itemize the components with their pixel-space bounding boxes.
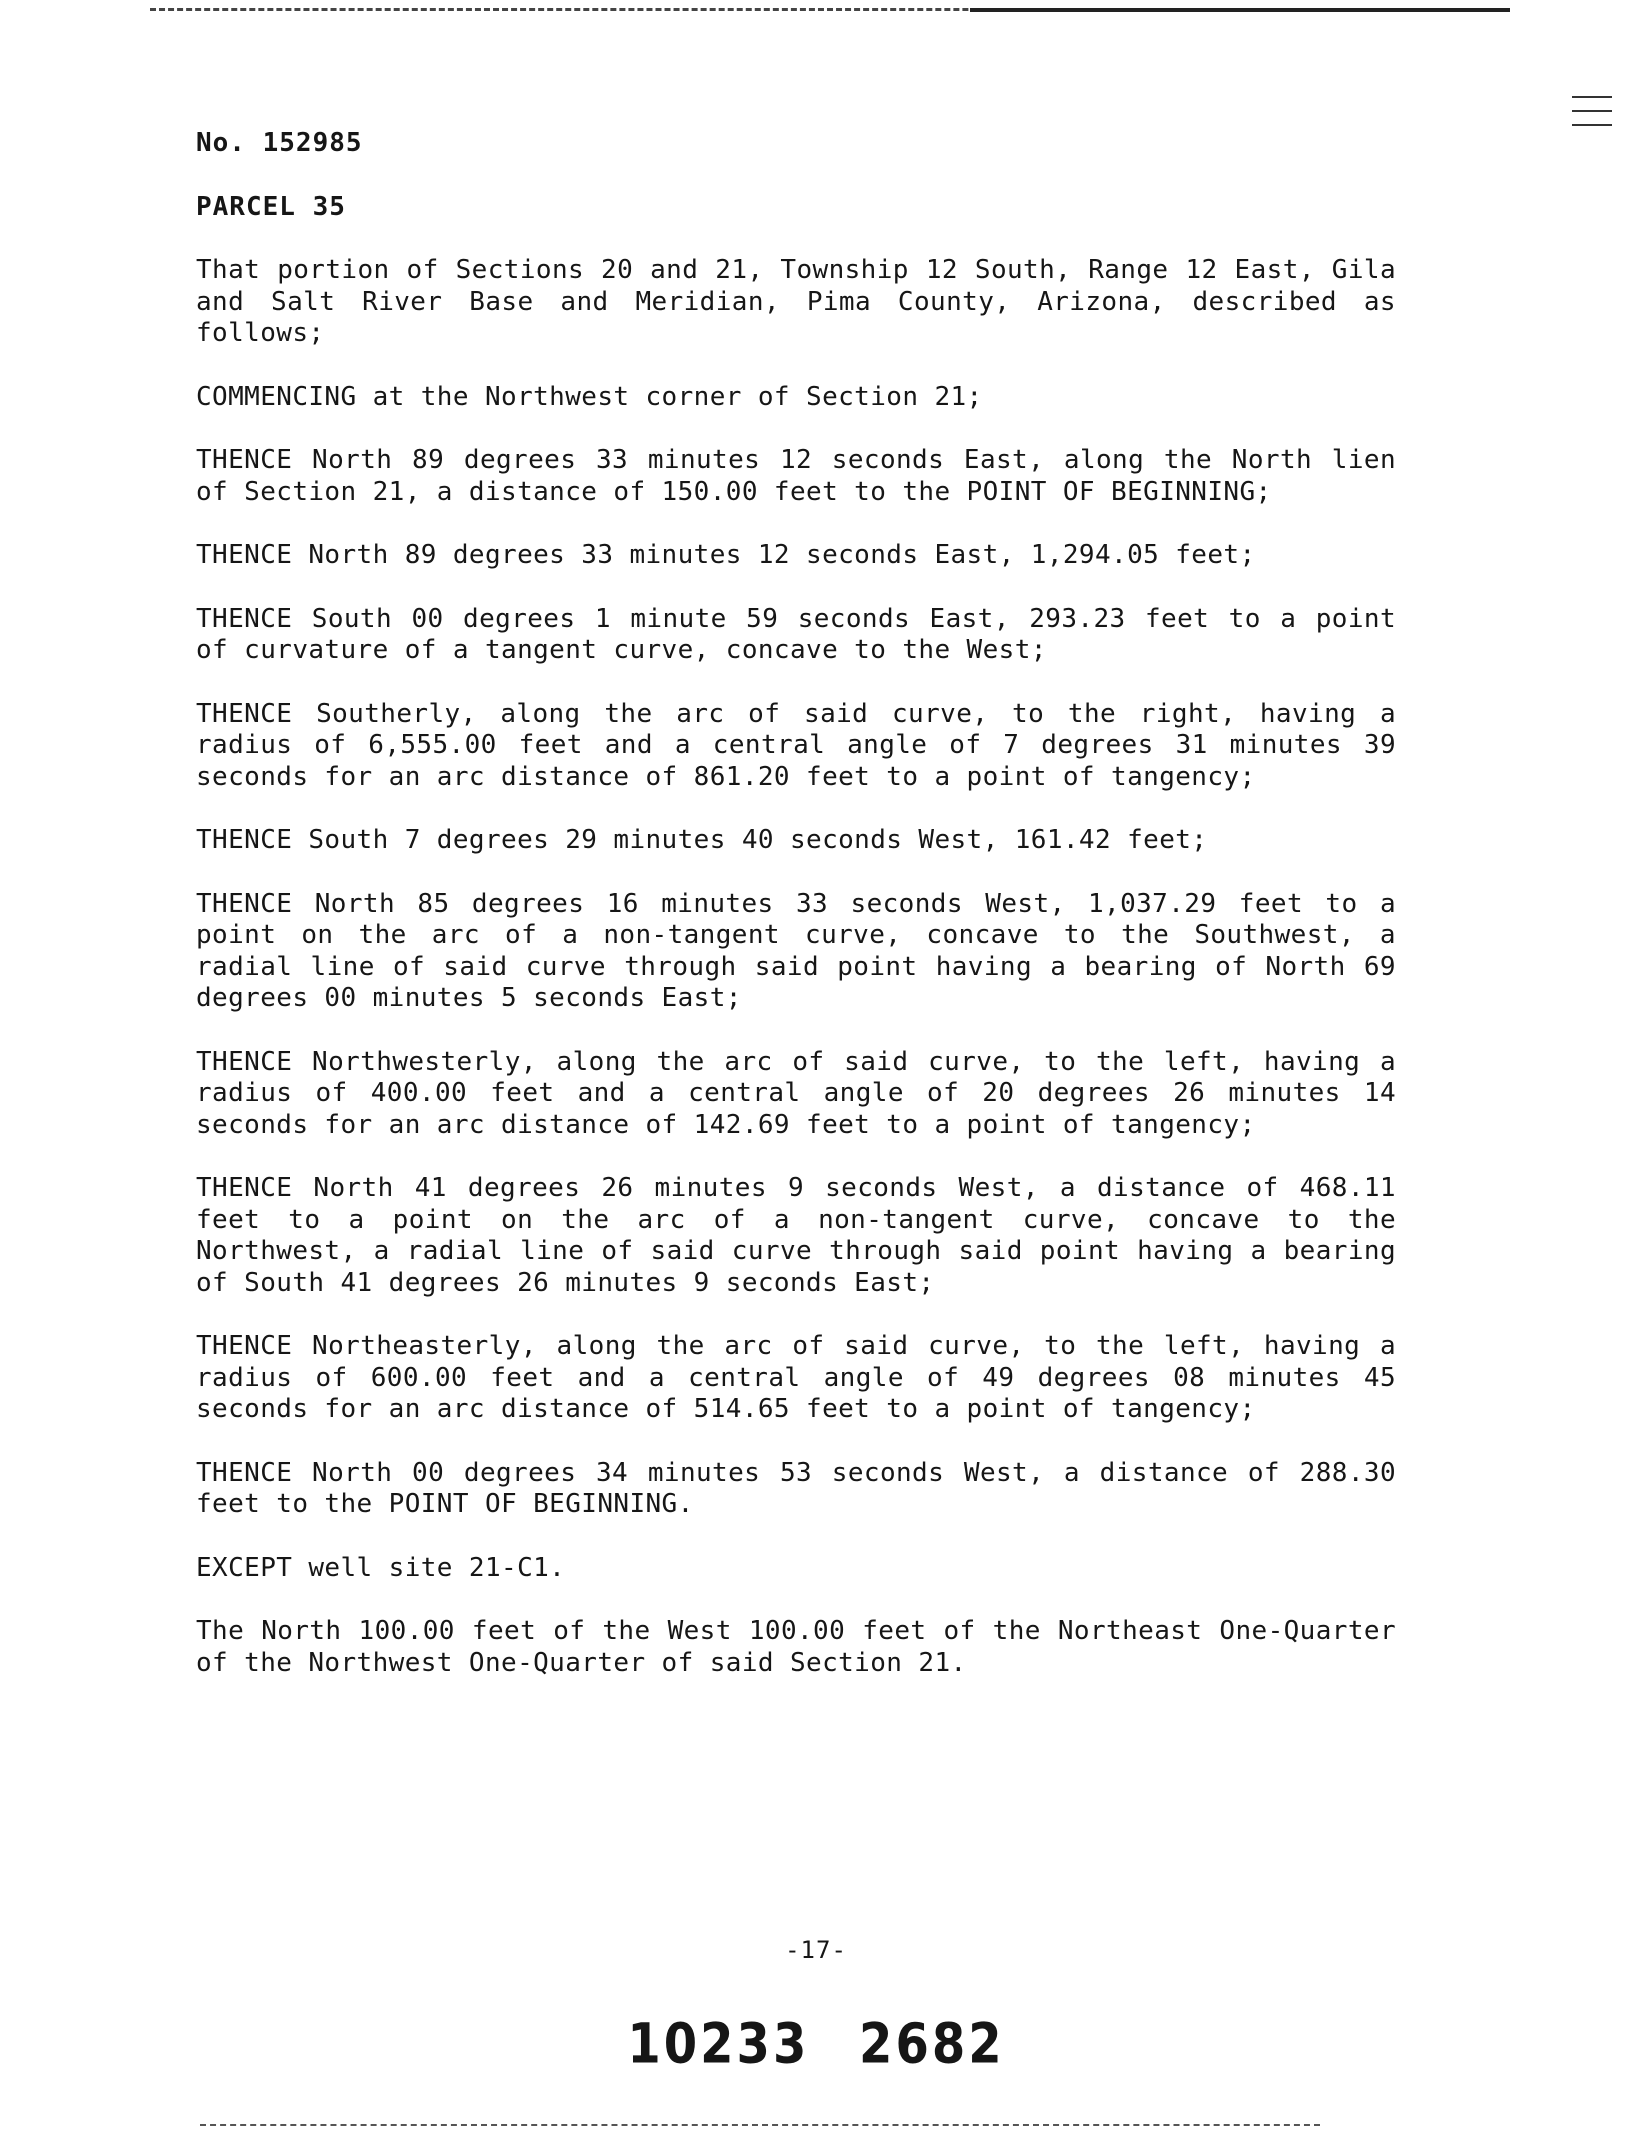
document-number: No. 152985 (196, 128, 363, 158)
paragraph-course-1: THENCE North 89 degrees 33 minutes 12 seconds East, along the North lien of Section 21, a distance of 150.00 feet to the POINT OF BEGINNING; (196, 445, 1396, 507)
page-number: -17- (785, 1936, 847, 1964)
paragraph-course-8: THENCE North 41 degrees 26 minutes 9 seconds West, a distance of 468.11 feet to a point on the arc of a non-tangent curve, concave to the Northwest, a radial line of said curve through said point having a bearing of South 41 degrees 26 minutes 9 seconds East; (196, 1173, 1396, 1298)
paragraph-course-10: THENCE North 00 degrees 34 minutes 53 seconds West, a distance of 288.30 feet to the POINT OF BEGINNING. (196, 1457, 1396, 1519)
paragraph-course-3: THENCE South 00 degrees 1 minute 59 seconds East, 293.23 feet to a point of curvature of a tangent curve, concave to the West; (196, 603, 1396, 665)
parcel-heading: PARCEL 35 (196, 191, 346, 222)
paragraph-course-7: THENCE Northwesterly, along the arc of said curve, to the left, having a radius of 400.00 feet and a central angle of 20 degrees 26 minutes 14 seconds for an arc distance of 142.69 feet to a point of tangency; (196, 1046, 1396, 1140)
paragraph-intro: That portion of Sections 20 and 21, Township 12 South, Range 12 East, Gila and Salt River Base and Meridian, Pima County, Arizona, described as follows; (196, 255, 1396, 348)
paragraph-course-4: THENCE Southerly, along the arc of said curve, to the right, having a radius of 6,555.00 feet and a central angle of 7 degrees 31 minutes 39 seconds for an arc distance of 861.20 feet to a point of tangency; (196, 698, 1396, 792)
legal-description-page (196, 128, 1396, 1711)
scan-top-rule (150, 8, 1510, 11)
paragraph-course-2: THENCE North 89 degrees 33 minutes 12 seconds East, 1,294.05 feet; (196, 540, 1256, 570)
paragraph-course-6: THENCE North 85 degrees 16 minutes 33 seconds West, 1,037.29 feet to a point on the arc of a non-tangent curve, concave to the Southwest, a radial line of said curve through said point having a bearing of North 69 degrees 00 minutes 5 seconds East; (196, 888, 1396, 1013)
paragraph-exception-detail: The North 100.00 feet of the West 100.00 feet of the Northeast One-Quarter of the Northwest One-Quarter of said Section 21. (196, 1616, 1396, 1678)
paragraph-commencing: COMMENCING at the Northwest corner of Section 21; (196, 381, 983, 412)
paragraph-exception: EXCEPT well site 21-C1. (196, 1552, 566, 1583)
recording-stamp: 10233 2682 (627, 2011, 1005, 2077)
paragraph-course-9: THENCE Northeasterly, along the arc of said curve, to the left, having a radius of 600.00 feet and a central angle of 49 degrees 08 minutes 45 seconds for an arc distance of 514.65 feet to a point of tangency; (196, 1331, 1396, 1424)
scan-bottom-rule (200, 2124, 1320, 2126)
paragraph-course-5: THENCE South 7 degrees 29 minutes 40 seconds West, 161.42 feet; (196, 825, 1208, 855)
scan-margin-marks (1572, 96, 1612, 138)
